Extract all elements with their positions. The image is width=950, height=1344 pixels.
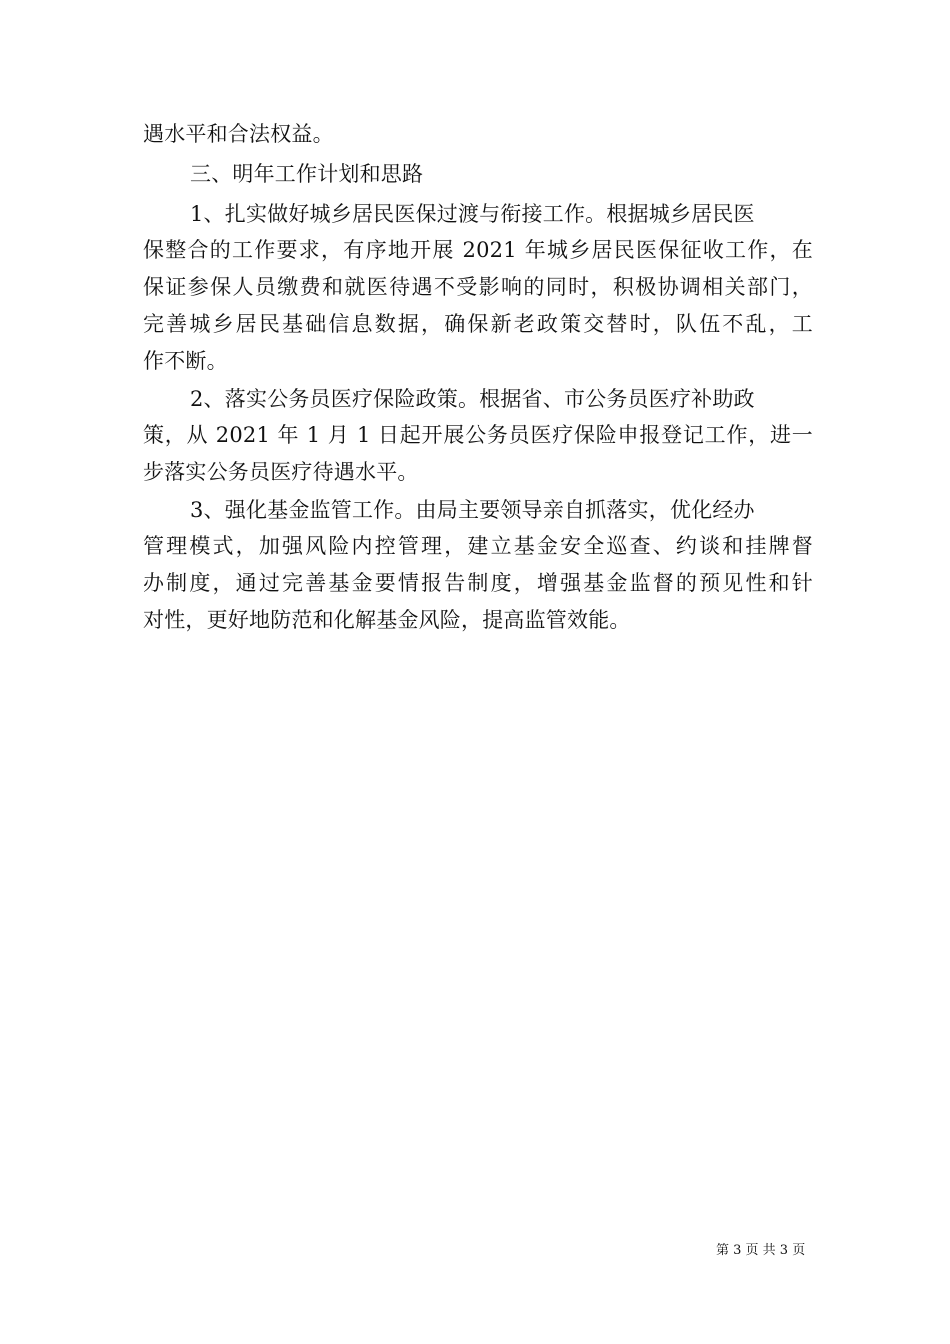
item-1-line-1: 1、扎实做好城乡居民医保过渡与衔接工作。根据城乡居民医	[190, 202, 755, 226]
section-heading: 三、明年工作计划和思路	[190, 162, 424, 186]
item-1-line-3: 保证参保人员缴费和就医待遇不受影响的同时，积极协调相关部门，	[143, 275, 813, 299]
item-3-line-2: 管理模式，加强风险内控管理，建立基金安全巡查、约谈和挂牌督	[143, 534, 813, 558]
item-2-line-3: 步落实公务员医疗待遇水平。	[143, 460, 419, 484]
item-1-line-5: 作不断。	[143, 349, 228, 373]
item-2-line-2: 策，从 2021 年 1 月 1 日起开展公务员医疗保险申报登记工作，进一	[143, 423, 813, 447]
item-1-line-4: 完善城乡居民基础信息数据，确保新老政策交替时，队伍不乱，工	[143, 312, 813, 336]
item-3-line-3: 办制度，通过完善基金要情报告制度，增强基金监督的预见性和针	[143, 571, 813, 595]
item-2-line-1: 2、落实公务员医疗保险政策。根据省、市公务员医疗补助政	[190, 387, 755, 411]
item-3-line-1: 3、强化基金监管工作。由局主要领导亲自抓落实，优化经办	[190, 498, 755, 522]
item-1-line-2: 保整合的工作要求，有序地开展 2021 年城乡居民医保征收工作，在	[143, 238, 813, 262]
item-3-line-4: 对性，更好地防范和化解基金风险，提高监管效能。	[143, 608, 631, 632]
paragraph-continuation-line: 遇水平和合法权益。	[143, 122, 334, 146]
page-number-footer: 第 3 页 共 3 页	[716, 1243, 806, 1258]
